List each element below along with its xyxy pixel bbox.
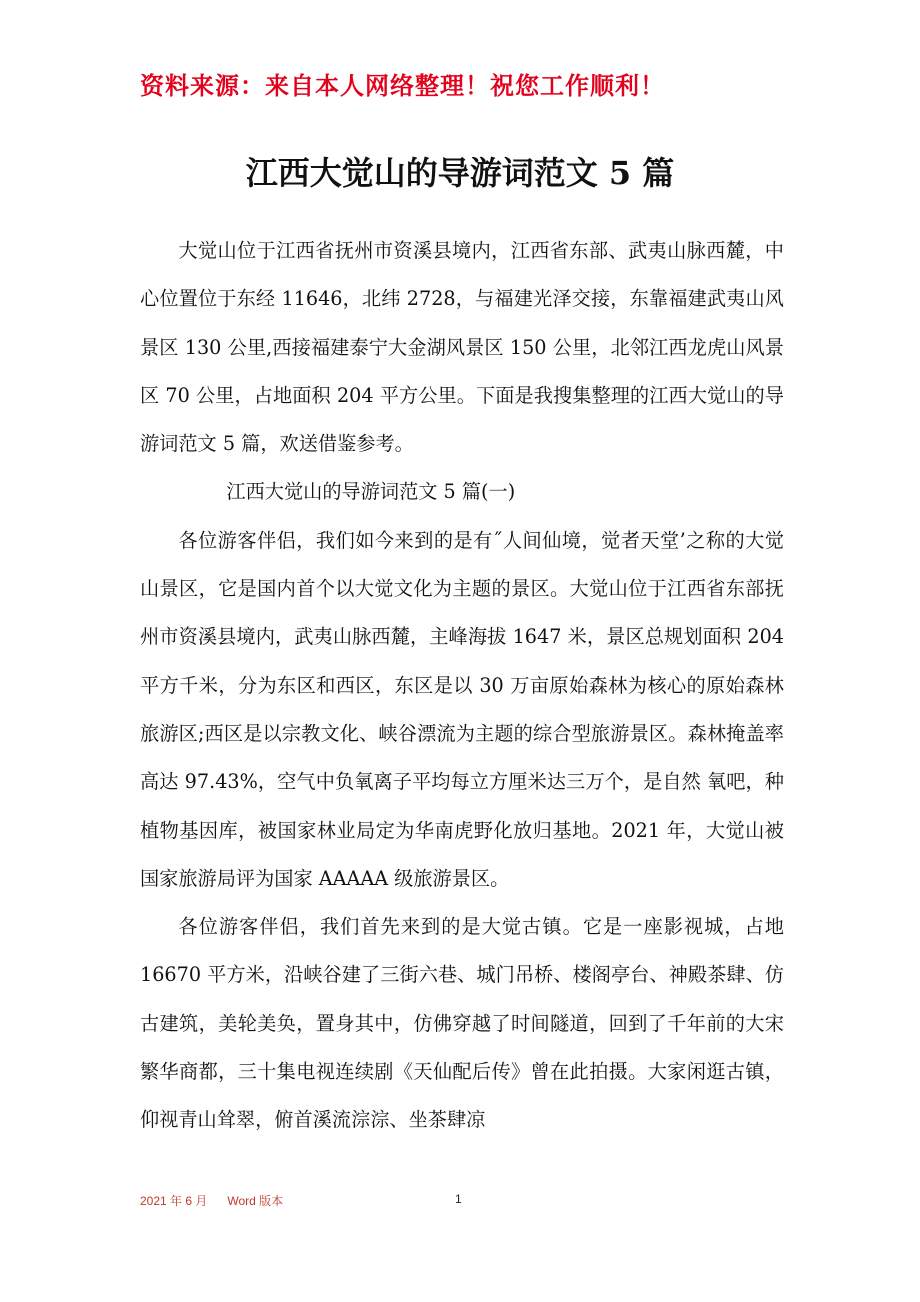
document-body bbox=[140, 227, 784, 1145]
footer-version: Word 版本 bbox=[227, 1194, 284, 1208]
document-title: 江西大觉山的导游词范文 5 篇 bbox=[245, 154, 675, 192]
page-number: 1 bbox=[455, 1192, 462, 1206]
source-notice bbox=[140, 66, 665, 101]
body-paragraph: 各位游客伴侣，我们如今来到的是有˝人间仙境，觉者天堂’之称的大觉山景区，它是国内首个以大觉文化为主题的景区。大觉山位于江西省东部抚州市资溪县境内，武夷山脉西麓，主峰海拔 1647 米，景区总规划面积 204 平方千米，分为东区和西区，东区是以 30 万亩原始森林为核心的原始森林旅游区;西区是以宗教文化、峡谷漂流为主题的综合型旅游景区。森林掩盖率高达 97.43%，空气中负氧离子平均每立方厘米达三万个，是自然 氧吧，种植物基因库，被国家林业局定为华南虎野化放归基地。2021 年，大觉山被国家旅游局评为国家 AAAAA 级旅游景区。 bbox=[140, 528, 784, 890]
source-notice-text: 资料来源：来自本人网络整理！祝您工作顺利！ bbox=[140, 72, 665, 100]
section-heading: 江西大觉山的导游词范文 5 篇(一) bbox=[226, 480, 516, 504]
intro-paragraph: 大觉山位于江西省抚州市资溪县境内，江西省东部、武夷山脉西麓，中心位置位于东经 11646，北纬 2728，与福建光泽交接，东靠福建武夷山风景区 130 公里,西接福建泰宁大金湖风景区 150 公里，北邻江西龙虎山风景区 70 公里，占地面积 204 平方公里。下面是我搜集整理的江西大觉山的导游词范文 5 篇，欢送借鉴参考。 bbox=[140, 239, 784, 456]
page-footer bbox=[140, 1192, 784, 1212]
body-paragraph: 各位游客伴侣，我们首先来到的是大觉古镇。它是一座影视城，占地 16670 平方米，沿峡谷建了三街六巷、城门吊桥、楼阁亭台、神殿茶肆、仿古建筑，美轮美奂，置身其中，仿佛穿越了时间隧道，回到了千年前的大宋繁华商都，三十集电视连续剧《天仙配后传》曾在此拍摄。大家闲逛古镇，仰视青山耸翠，俯首溪流淙淙、坐茶肆凉 bbox=[140, 915, 784, 1132]
footer-info bbox=[140, 1192, 283, 1209]
footer-date: 2021 年 6 月 bbox=[140, 1194, 208, 1208]
